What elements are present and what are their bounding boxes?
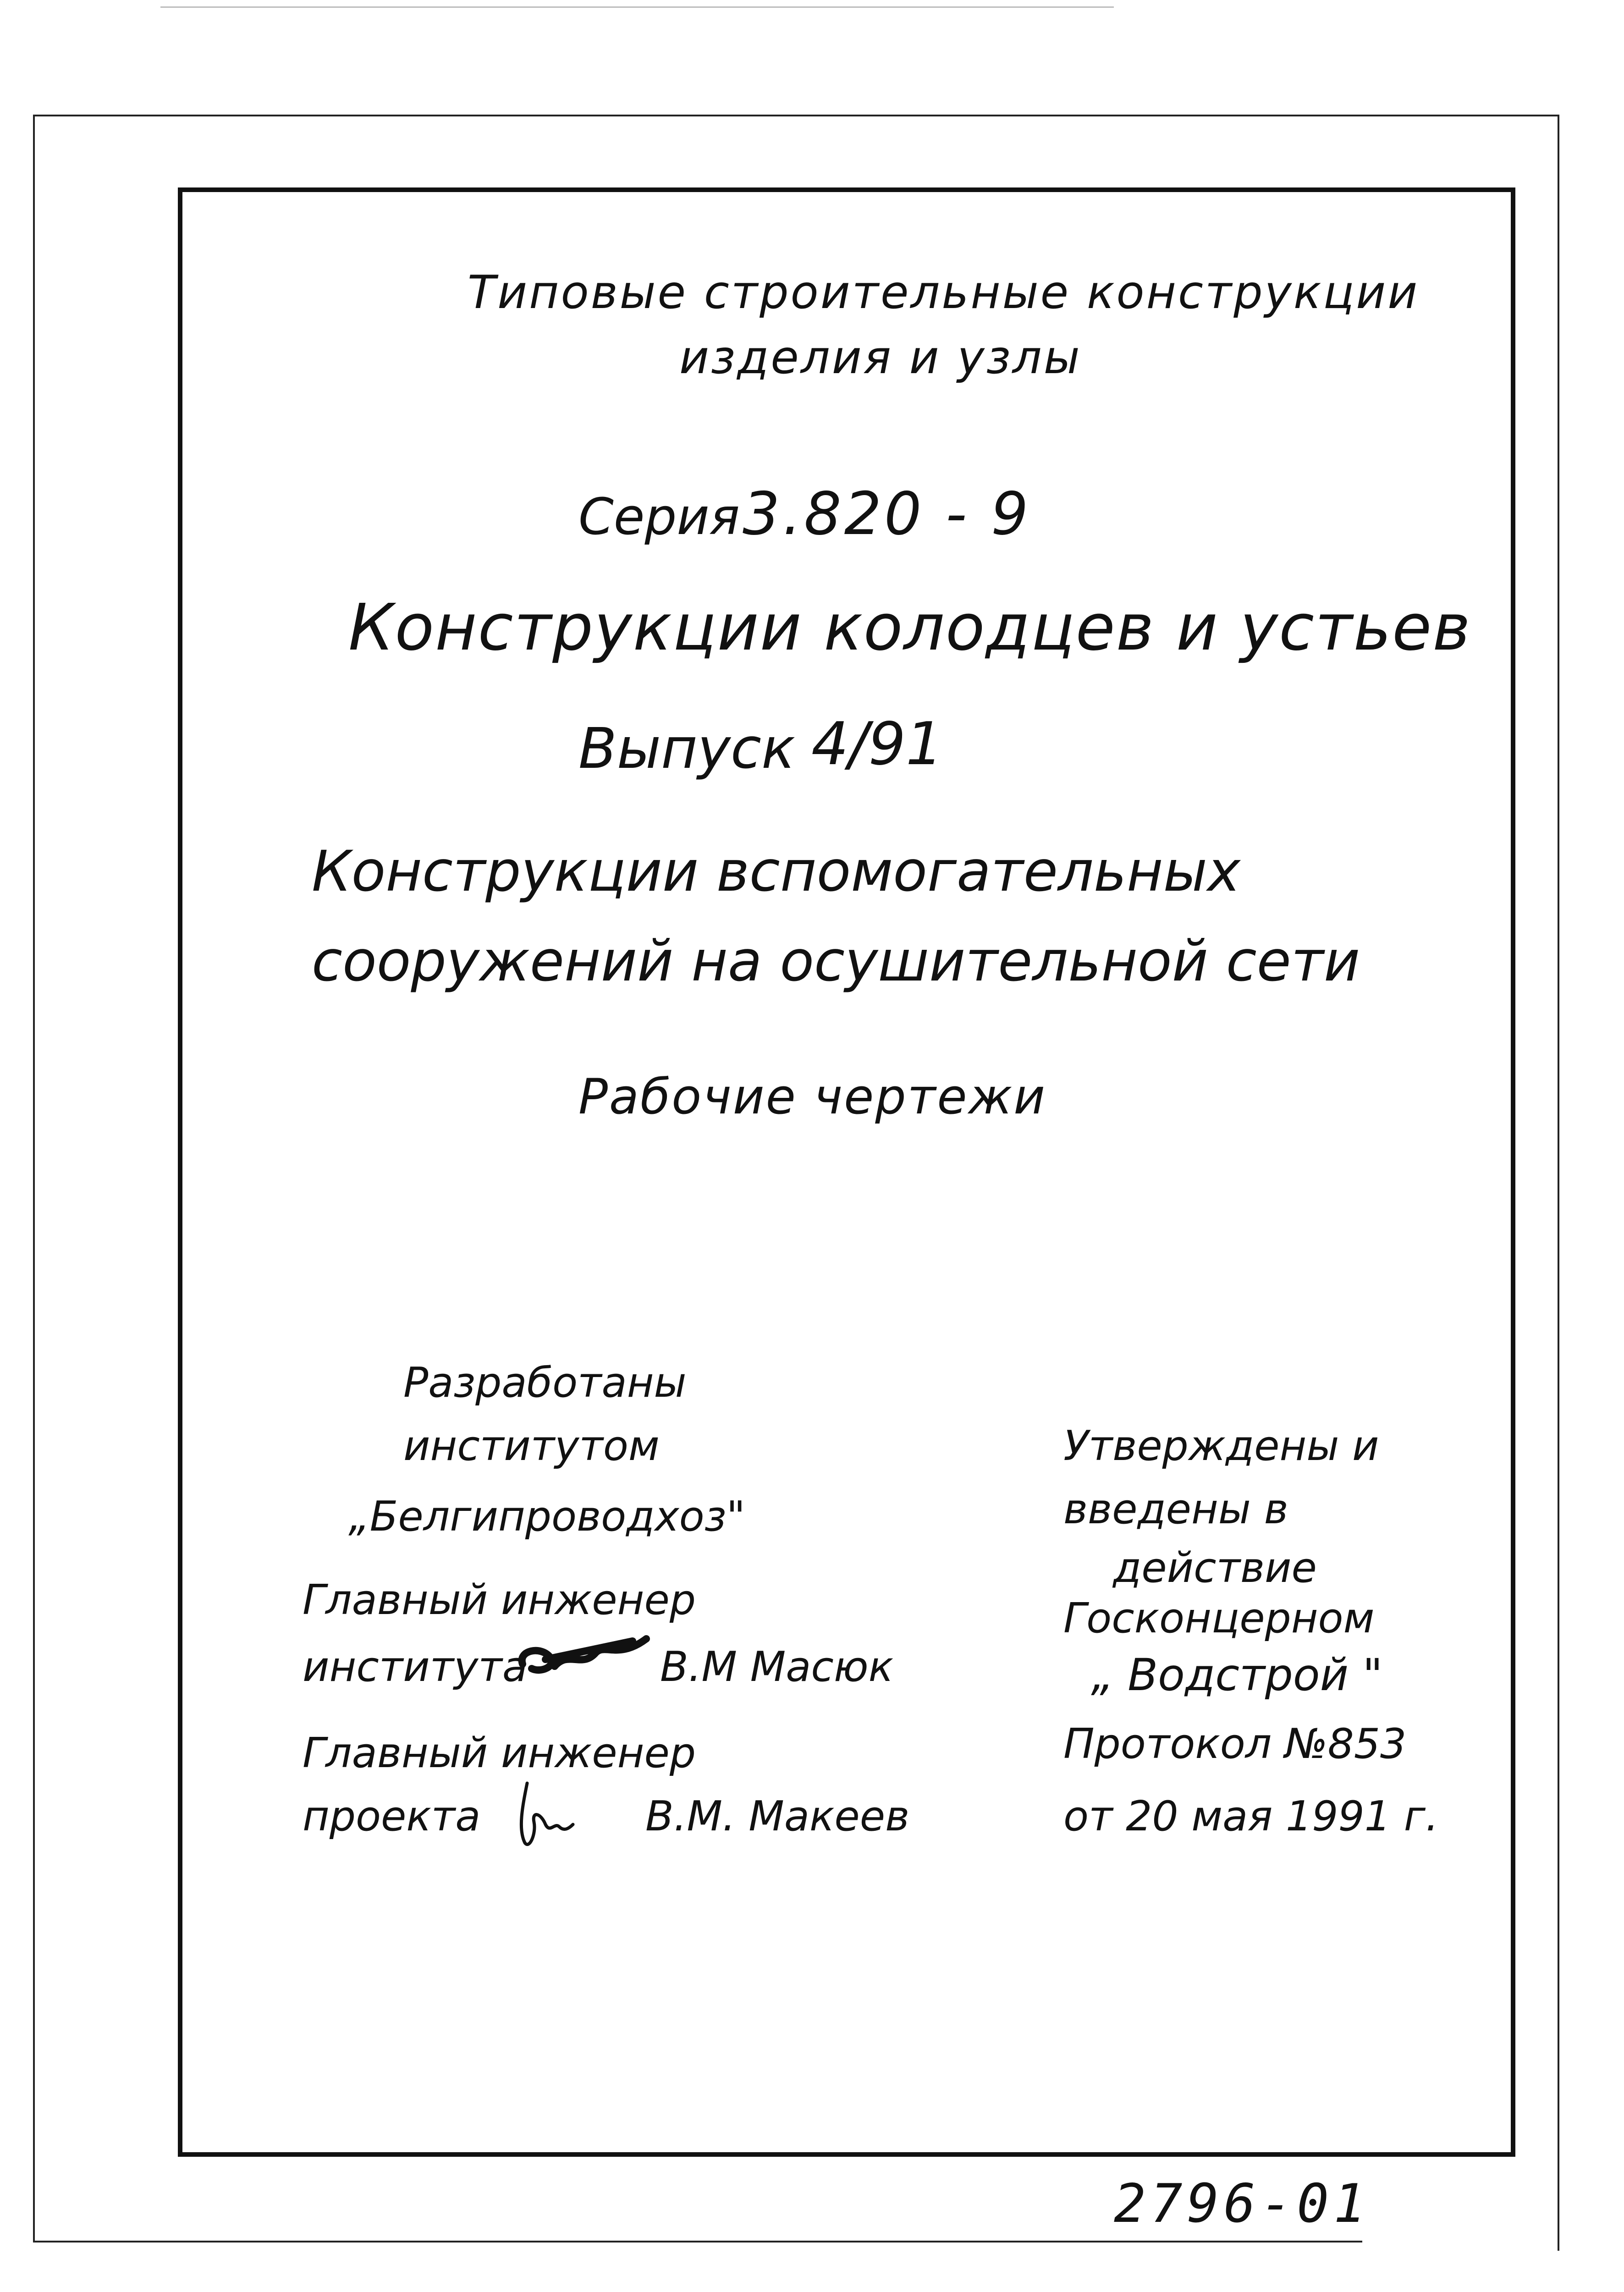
main-title: Конструкции колодцев и устьев	[348, 590, 1471, 665]
chief-engineer-institute-name: В.М Масюк	[660, 1643, 894, 1691]
header-line-2: изделия и узлы	[679, 331, 1082, 384]
subtitle-line-1: Конструкции вспомогательных	[312, 839, 1241, 904]
outer-frame-bottom	[33, 2241, 1362, 2242]
series-label: Серия	[578, 487, 740, 546]
approval-date: от 20 мая 1991 г.	[1063, 1792, 1439, 1840]
developer-line-1: Разработаны	[403, 1359, 687, 1407]
chief-engineer-institute-title: Главный инженер	[303, 1576, 696, 1624]
approval-line-3: действие	[1113, 1544, 1317, 1592]
outer-frame-left	[33, 115, 35, 2242]
document-type: Рабочие чертежи	[578, 1069, 1046, 1125]
chief-engineer-project-name: В.М. Макеев	[645, 1792, 910, 1840]
subtitle-line-2: сооружений на осушительной сети	[312, 929, 1360, 994]
signature-makeev-image	[509, 1779, 578, 1852]
chief-engineer-project-title: Главный инженер	[303, 1729, 696, 1777]
approval-line-2: введены в	[1063, 1485, 1288, 1533]
inventory-number: 2796-01	[1114, 2173, 1370, 2235]
approval-line-1: Утверждены и	[1063, 1422, 1379, 1470]
approval-line-4: Госконцерном	[1063, 1594, 1375, 1642]
issue-number: 4/91	[811, 710, 943, 778]
outer-frame-top	[33, 115, 1559, 116]
approval-protocol: Протокол №853	[1063, 1720, 1407, 1768]
developer-institute: „Белгипроводхоз"	[348, 1493, 745, 1541]
header-line-1: Типовые строительные конструкции	[468, 265, 1420, 319]
approval-organization: „ Водстрой "	[1091, 1649, 1383, 1701]
outer-frame-right	[1558, 115, 1559, 2251]
signature-masyuk-image	[513, 1632, 660, 1682]
chief-engineer-project-role: проекта	[303, 1792, 481, 1840]
issue-label: Выпуск	[578, 716, 795, 781]
series-number: 3.820 - 9	[743, 480, 1031, 548]
scan-edge-top	[160, 6, 1114, 8]
chief-engineer-institute-role: института	[303, 1643, 528, 1691]
developer-line-2: институтом	[403, 1422, 660, 1470]
